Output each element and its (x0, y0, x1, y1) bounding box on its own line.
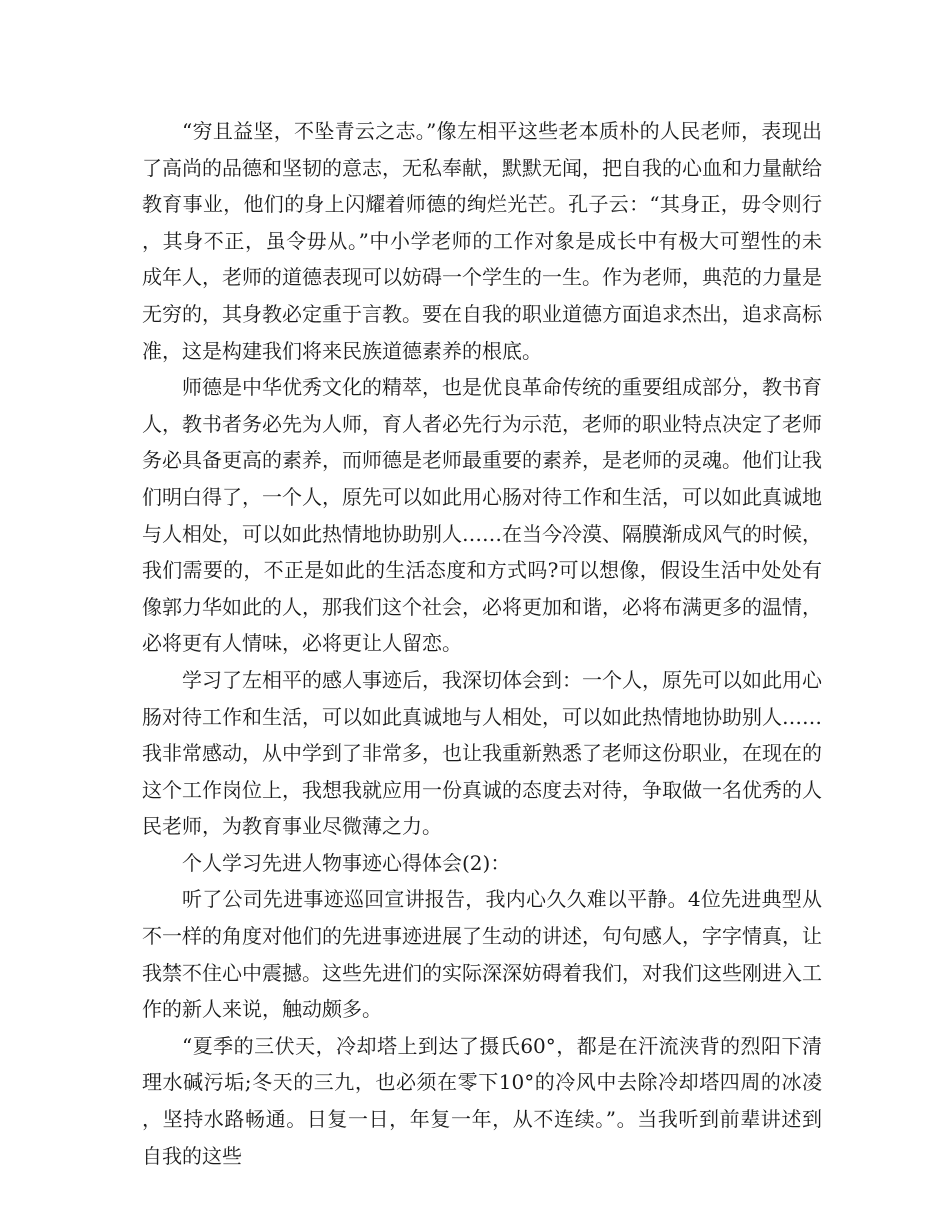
paragraph-2: 师德是中华优秀文化的精萃，也是优良革命传统的重要组成部分，教书育人，教书者务必先为人师，育人者必先行为示范，老师的职业特点决定了老师务必具备更高的素养，而师德是老师最重要的素养，是老师的灵魂。他们让我们明白得了，一个人，原先可以如此用心肠对待工作和生活，可以如此真诚地与人相处，可以如此热情地协助别人……在当今冷漠、隔膜渐成风气的时候，我们需要的，不正是如此的生活态度和方式吗?可以想像，假设生活中处处有像郭力华如此的人，那我们这个社会，必将更加和谐，必将布满更多的温情，必将更有人情味，必将更让人留恋。 (142, 375, 822, 656)
paragraph-5: “夏季的三伏天，冷却塔上到达了摄氏60°，都是在汗流浃背的烈阳下清理水碱污垢;冬天的三九，也必须在零下10°的冷风中去除冷却塔四周的冰凌，坚持水路畅通。日复一日，年复一年，从不连续。”。当我听到前辈讲述到自我的这些 (142, 1033, 822, 1168)
paragraph-3: 学习了左相平的感人事迹后，我深切体会到：一个人，原先可以如此用心肠对待工作和生活，可以如此真诚地与人相处，可以如此热情地协助别人……我非常感动，从中学到了非常多，也让我重新熟悉了老师这份职业，在现在的这个工作岗位上，我想我就应用一份真诚的态度去对待，争取做一名优秀的人民老师，为教育事业尽微薄之力。 (142, 667, 822, 839)
paragraph-1: “穷且益坚，不坠青云之志。”像左相平这些老本质朴的人民老师，表现出了高尚的品德和坚韧的意志，无私奉献，默默无闻，把自我的心血和力量献给教育事业，他们的身上闪耀着师德的绚烂光芒。孔子云：“其身正，毋令则行，其身不正，虽令毋从。”中小学老师的工作对象是成长中有极大可塑性的未成年人，老师的道德表现可以妨碍一个学生的一生。作为老师，典范的力量是无穷的，其身教必定重于言教。要在自我的职业道德方面追求杰出，追求高标准，这是构建我们将来民族道德素养的根底。 (142, 119, 822, 363)
document-body (142, 113, 822, 1174)
section-heading: 个人学习先进人物事迹心得体会(2)： (182, 850, 511, 875)
paragraph-4: 听了公司先进事迹巡回宣讲报告，我内心久久难以平静。4位先进典型从不一样的角度对他们的先进事迹进展了生动的讲述，句句感人，字字情真，让我禁不住心中震撼。这些先进们的实际深深妨碍着我们，对我们这些刚进入工作的新人来说，触动颇多。 (142, 887, 822, 1022)
